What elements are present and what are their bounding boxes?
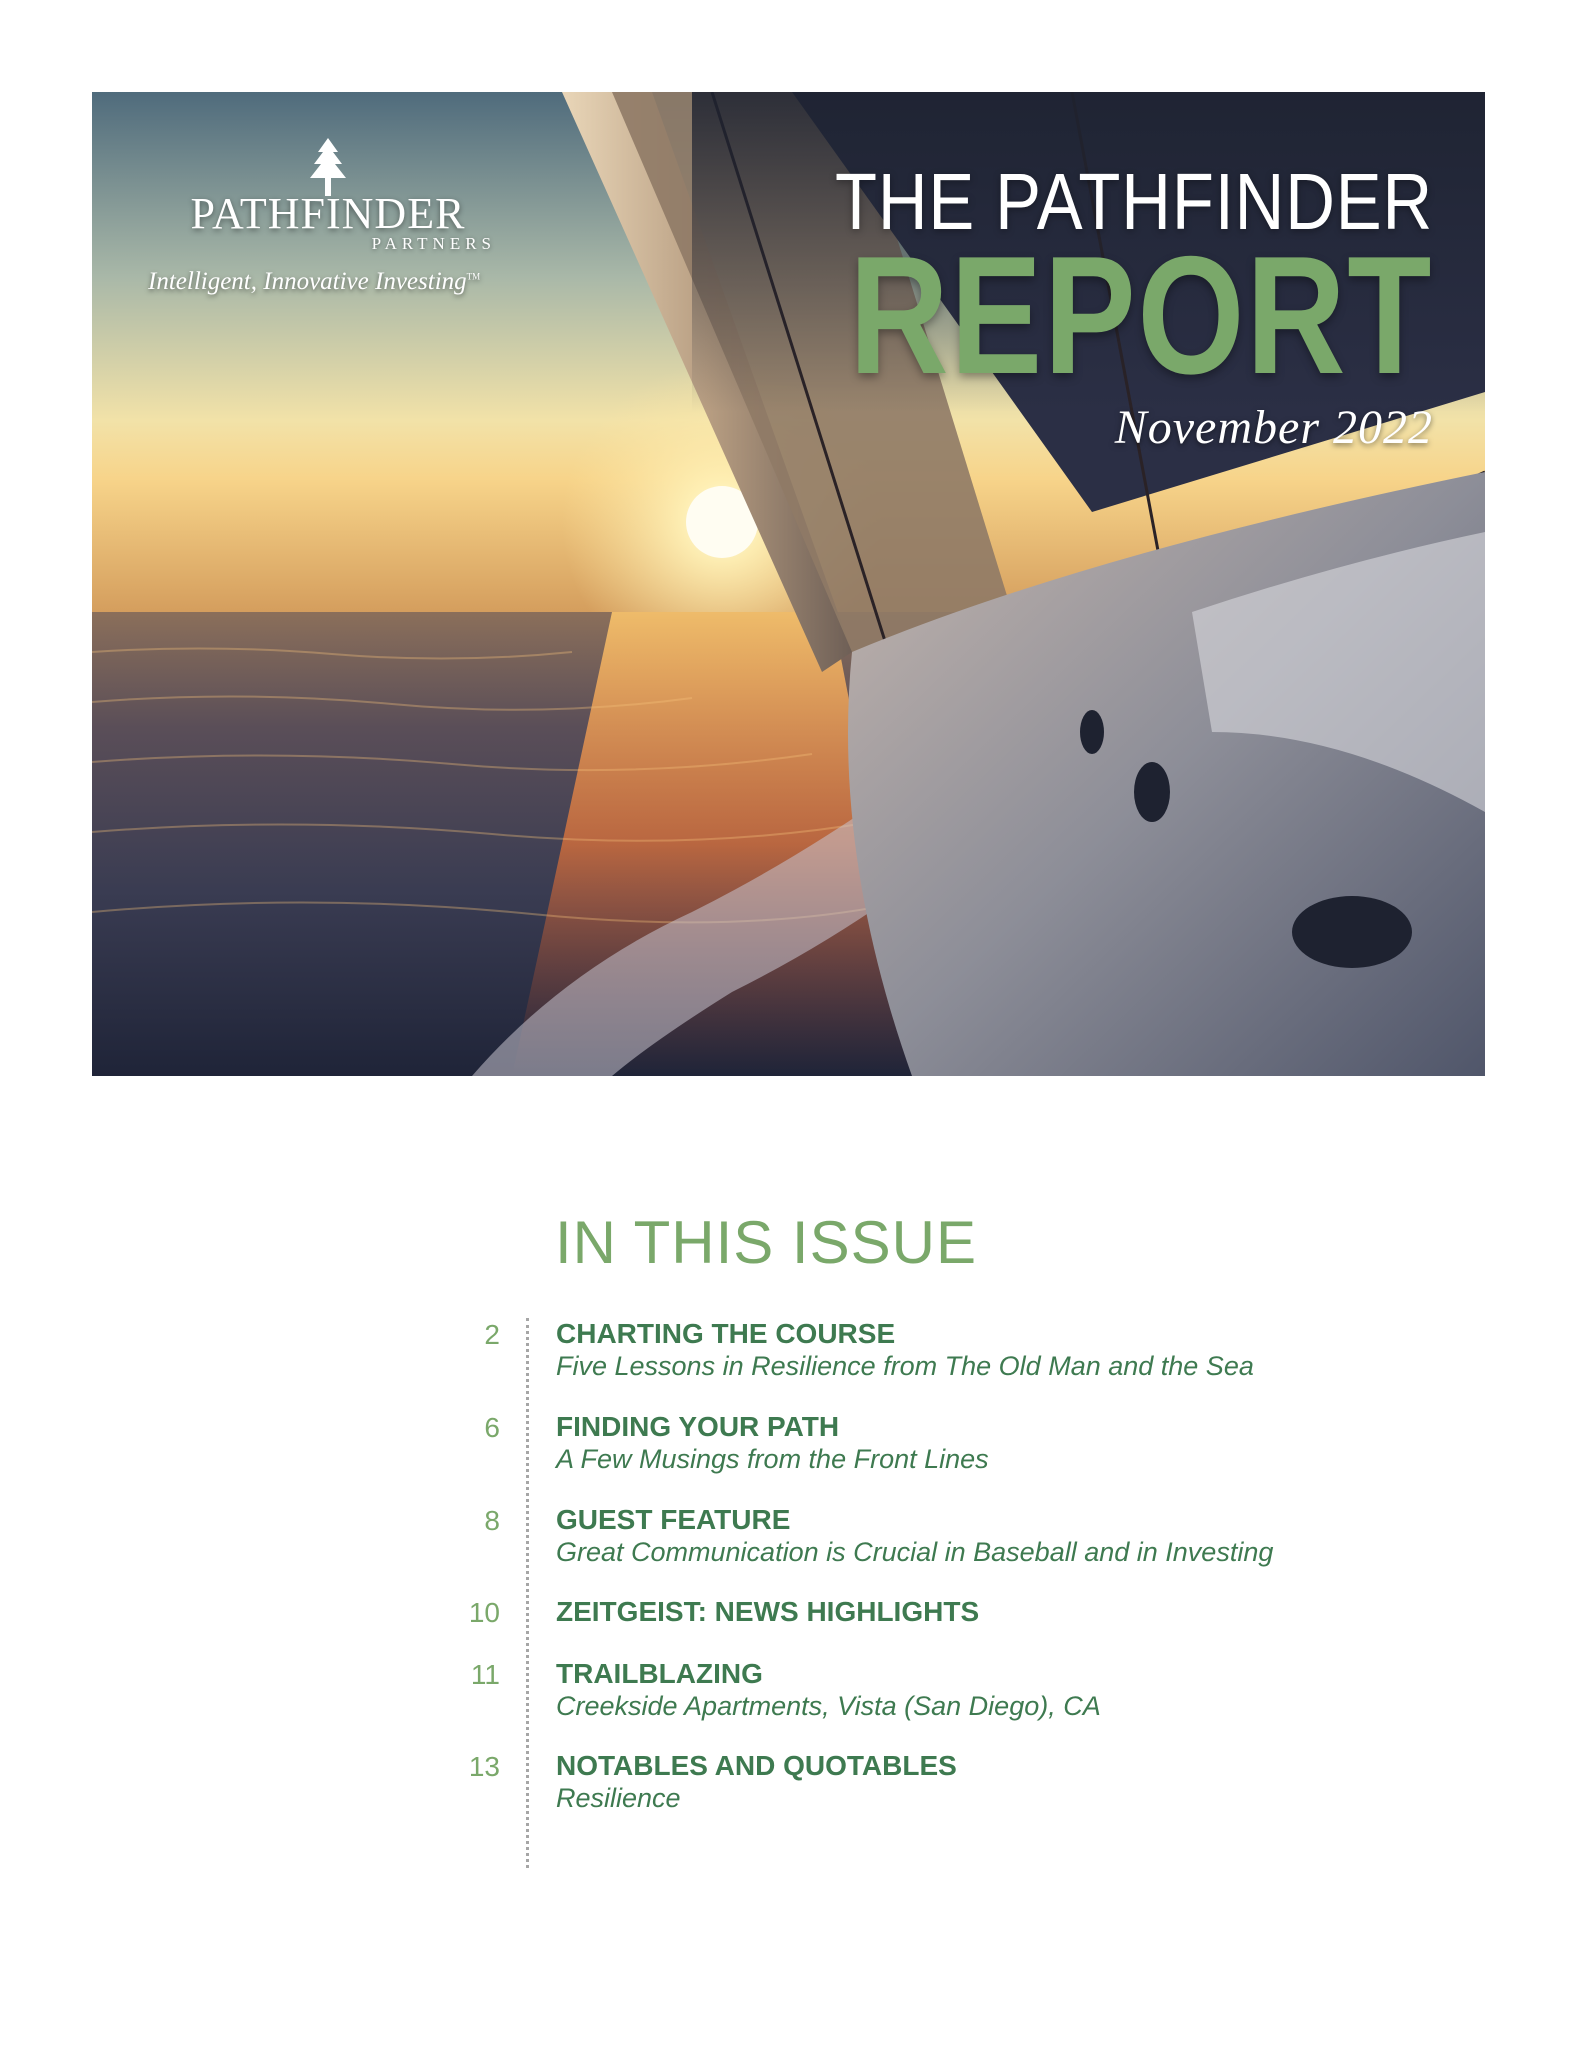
toc-title: GUEST FEATURE bbox=[556, 1504, 791, 1535]
logo-tagline bbox=[148, 268, 508, 296]
masthead-the-pathfinder: THE PATHFINDER bbox=[834, 157, 1433, 246]
toc-title: ZEITGEIST: NEWS HIGHLIGHTS bbox=[556, 1596, 980, 1627]
toc-page-number: 11 bbox=[470, 1659, 500, 1690]
logo-partners: PARTNERS bbox=[371, 234, 496, 253]
toc-page-number: 6 bbox=[484, 1412, 500, 1443]
masthead-report: REPORT bbox=[849, 221, 1433, 409]
pathfinder-partners-logo[interactable] bbox=[148, 136, 508, 296]
in-this-issue-heading: IN THIS ISSUE bbox=[555, 1209, 977, 1276]
toc-title: NOTABLES AND QUOTABLES bbox=[556, 1750, 957, 1781]
toc-page-number: 2 bbox=[484, 1319, 500, 1350]
toc-dotted-divider bbox=[526, 1318, 529, 1868]
trademark-mark: TM bbox=[466, 271, 481, 282]
tagline-text: Intelligent, Innovative Investing bbox=[148, 268, 467, 295]
cover-hero-image bbox=[92, 92, 1485, 1076]
table-of-contents bbox=[420, 1318, 1420, 1868]
toc-title: CHARTING THE COURSE bbox=[556, 1318, 896, 1349]
toc-page-number: 10 bbox=[468, 1597, 500, 1628]
toc-title: TRAILBLAZING bbox=[556, 1658, 763, 1689]
toc-subtitle: Creekside Apartments, Vista (San Diego), CA bbox=[556, 1691, 1101, 1721]
toc-page-number: 13 bbox=[468, 1751, 500, 1782]
toc-subtitle: Five Lessons in Resilience from The Old Man and the Sea bbox=[556, 1351, 1254, 1381]
toc-page-number: 8 bbox=[484, 1505, 500, 1536]
issue-date: November 2022 bbox=[1114, 401, 1433, 454]
toc-subtitle: A Few Musings from the Front Lines bbox=[556, 1444, 989, 1474]
logo-wordmark: PATHFINDER bbox=[190, 189, 466, 238]
toc-subtitle: Resilience bbox=[556, 1783, 681, 1813]
toc-title: FINDING YOUR PATH bbox=[556, 1411, 840, 1442]
toc-subtitle: Great Communication is Crucial in Baseball and in Investing bbox=[556, 1537, 1274, 1567]
report-masthead bbox=[721, 157, 1433, 455]
